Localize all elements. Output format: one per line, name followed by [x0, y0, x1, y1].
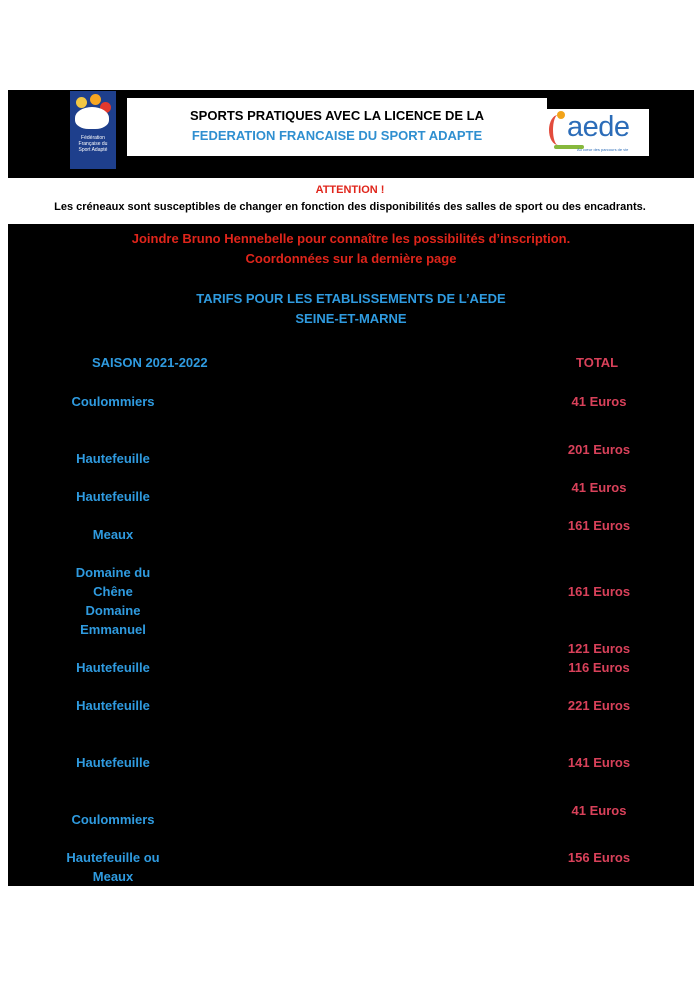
row-5-location-line: Emmanuel	[80, 622, 146, 637]
tariffs-heading-1: TARIFS POUR LES ETABLISSEMENTS DE L’AEDE	[196, 291, 506, 306]
row-5-location-line: Chêne	[93, 584, 133, 599]
row-6-price-line: 116 Euros	[568, 660, 630, 675]
ffsa-logo	[70, 91, 116, 169]
row-10-location	[50, 848, 176, 886]
aede-logo-tagline: Au cœur des parcours de vie	[577, 147, 629, 152]
aede-logo	[547, 109, 649, 156]
row-5-location-line: Domaine	[85, 603, 141, 618]
row-3-price: 41 Euros	[571, 480, 627, 495]
row-2-price: 201 Euros	[567, 442, 631, 457]
season-label: SAISON 2021-2022	[92, 355, 208, 370]
tariffs-heading-2: SEINE-ET-MARNE	[295, 311, 407, 326]
notice-message: Les créneaux sont susceptibles de changer en fonction des disponibilités des salles de sport ou des encadrants.	[54, 201, 646, 213]
hand-icon	[75, 107, 109, 129]
title-box	[127, 98, 547, 156]
title-line-1: SPORTS PRATIQUES AVEC LA LICENCE DE LA	[190, 108, 484, 123]
row-8-location: Hautefeuille	[76, 755, 150, 770]
row-4-price: 161 Euros	[567, 518, 631, 533]
contact-line-2: Coordonnées sur la dernière page	[245, 251, 457, 266]
row-5-location	[50, 563, 176, 639]
contact-line-1: Joindre Bruno Hennebelle pour connaître les possibilités d’inscription.	[131, 231, 571, 246]
row-8-price: 141 Euros	[567, 755, 631, 770]
row-4-location: Meaux	[92, 527, 134, 542]
aede-logo-word: aede	[567, 111, 630, 143]
row-10-location-line: Hautefeuille ou	[66, 850, 160, 865]
figure-yellow-icon	[76, 97, 87, 108]
row-1-location: Coulommiers	[71, 394, 155, 409]
row-9-price: 41 Euros	[571, 803, 627, 818]
row-6-price-line: 121 Euros	[567, 641, 631, 656]
row-5-price: 161 Euros	[567, 584, 631, 599]
row-7-price: 221 Euros	[567, 698, 631, 713]
attention-heading: ATTENTION !	[315, 184, 385, 196]
aede-swoosh-red-icon	[549, 115, 567, 145]
row-1-price: 41 Euros	[571, 394, 627, 409]
row-2-location: Hautefeuille	[76, 451, 150, 466]
ffsa-logo-text: Fédération Française du Sport Adapté	[78, 135, 108, 153]
row-5-location-line: Domaine du	[75, 565, 151, 580]
row-10-location-line: Meaux	[92, 869, 134, 884]
aede-dot-orange-icon	[557, 111, 565, 119]
row-6-price-lines	[548, 639, 650, 677]
row-7-location: Hautefeuille	[76, 698, 150, 713]
row-3-location: Hautefeuille	[76, 489, 150, 504]
row-10-price: 156 Euros	[567, 850, 631, 865]
row-9-location: Coulommiers	[71, 812, 155, 827]
row-6-location: Hautefeuille	[76, 660, 150, 675]
title-line-2: FEDERATION FRANCAISE DU SPORT ADAPTE	[191, 128, 483, 143]
figure-orange-icon	[90, 94, 101, 105]
total-label: TOTAL	[576, 355, 619, 370]
